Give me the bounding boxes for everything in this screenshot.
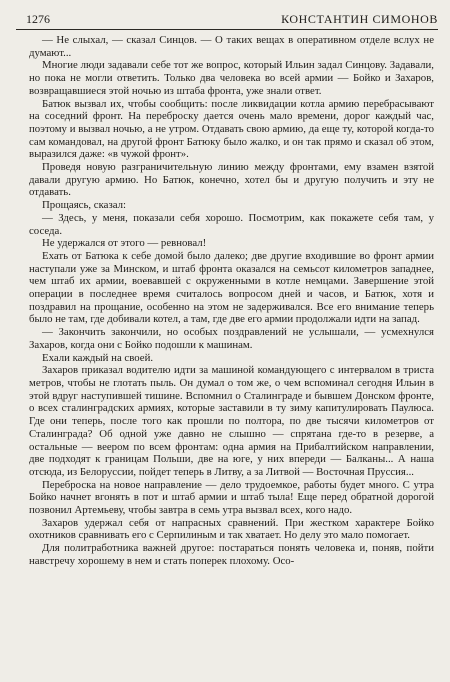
paragraph: Проведя новую разграничительную линию между фронтами, ему взамен взятой давали другую армию. Но Батюк, конечно, хотел бы и другую получить и эту не отдавать. <box>29 161 434 199</box>
page-number: 1276 <box>26 12 50 26</box>
paragraph: Ехать от Батюка к себе домой было далеко; две другие входившие во фронт армии наступали уже за Минском, и штаб фронта оказался на семьсот километров западнее, чем штаб их армии, воевавшей с окруженными в котле немцами. Завершение этой операции в последнее время считалось вопросом дней и часов, и Батюк, хотя и поздравил на прощание, особенно на этом не задерживался. Все его внимание теперь было не там, где добивали котел, а там, где две его армии продолжали идти на запад. <box>29 249 434 326</box>
page-body <box>29 34 434 676</box>
paragraph: Захаров удержал себя от напрасных сравнений. При жестком характере Бойко охотников сравнивать его с Серпилиным и так хватает. Но делу это мало помогает. <box>29 516 434 542</box>
paragraph: Прощаясь, сказал: <box>42 199 126 212</box>
paragraph: Батюк вызвал их, чтобы сообщить: после ликвидации котла армию перебрасывают на соседний фронт. На переброску дается очень мало времени, дорог каждый час, поэтому и вызвал ночью, а не утром. Отдавать свою армию, да еще ту, которой когда-то сам командовал, на другой фронт Батюку было жалко, и он так прямо и сказал об этом, выразился даже: «в чужой фронт». <box>29 97 434 161</box>
paragraph: — Закончить закончили, но особых поздравлений не услышали, — усмехнулся Захаров, когда они с Бойко подошли к машинам. <box>29 326 434 351</box>
paragraph: Не удержался от этого — ревновал! <box>42 237 207 250</box>
paragraph: Переброска на новое направление — дело трудоемкое, работы будет много. С утра Бойко начнет вгонять в пот и штаб армии и штаб тыла! Еще перед обратной дорогой позвонил Артемьеву, чтобы завтра в семь утра вызвал всех, кого надо. <box>29 478 434 517</box>
paragraph: — Здесь, у меня, показали себя хорошо. Посмотрим, как покажете себя там, у соседа. <box>29 211 434 237</box>
paragraph: Ехали каждый на своей. <box>42 351 154 364</box>
paragraph: Для политработника важней другое: постараться понять человека и, поняв, пойти навстречу хорошему в нем и стать поперек плохому. Осо- <box>29 542 434 567</box>
paragraph: — Не слыхал, — сказал Синцов. — О таких вещах в оперативном отделе вслух не думают... <box>29 34 434 59</box>
running-head: КОНСТАНТИН СИМОНОВ <box>281 12 438 26</box>
paragraph: Многие люди задавали себе тот же вопрос, который Ильин задал Синцову. Задавали, но пока не могли ответить. Только два человека во всей армии — Бойко и Захаров, возвращавшиеся этой ночью из штаба фронта, уже знали ответ. <box>29 59 434 97</box>
header-rule <box>16 29 438 30</box>
paragraph: Захаров приказал водителю идти за машиной командующего с интервалом в триста метров, чтобы не глотать пыль. Он думал о том же, о чем вспоминал сегодня Ильин в этой вдруг наступившей тишине. Вспомнил о Сталинграде и бывшем Донском фронте, о всех сталинградских армиях, которые заставили в ту зиму капитулировать Паулюса. Где они теперь, после того как прошли по полтора, по две тысячи километров от Сталинграда? Об одной уже давно не слышно — спрятана где-то в резерве, а остальные — веером по всем фронтам: одна армия на Прибалтийском направлении, две подходят к границам Польши, две на юге, у них впереди — Балканы... А наша отсюда, из Белоруссии, пойдет теперь в Литву, а за Литвой — Восточная Пруссия... <box>29 364 434 478</box>
